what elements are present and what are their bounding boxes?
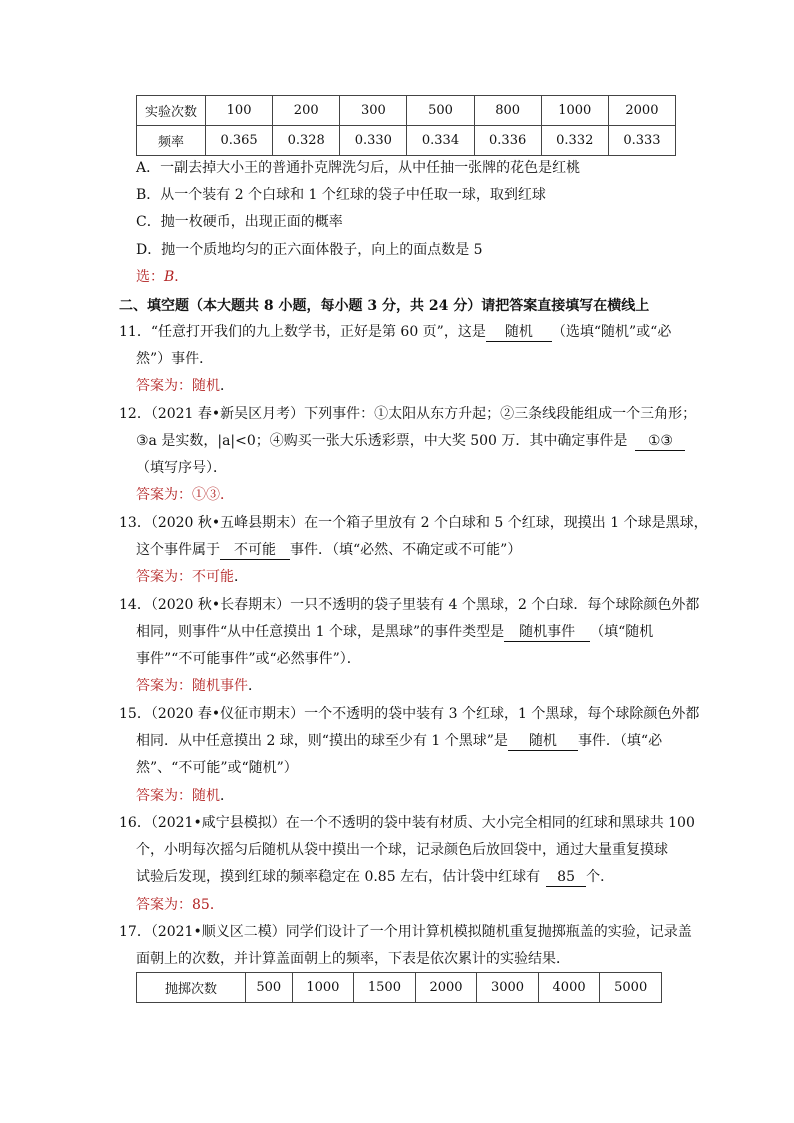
q15-blank: 随机 xyxy=(508,732,578,751)
table-cell: 0.328 xyxy=(273,126,340,156)
q12-text: ③a 是实数，|a|<0；④购买一张大乐透彩票，中大奖 500 万．其中确定事件是 xyxy=(136,433,628,449)
table-cell: 200 xyxy=(273,96,340,126)
table-cell: 0.336 xyxy=(474,126,541,156)
choice-value: B xyxy=(164,269,175,285)
q11-blank: 随机 xyxy=(486,323,552,342)
table-header-cell: 抛掷次数 xyxy=(137,973,246,1003)
q13-text-cont: 事件．（填“必然、不确定或不可能”） xyxy=(290,542,522,558)
q15-answer xyxy=(136,787,234,805)
q16-text: 试验后发现，摸到红球的频率稳定在 0.85 左右，估计袋中红球有 xyxy=(136,869,541,885)
table-cell: 0.330 xyxy=(340,126,407,156)
q14-answer xyxy=(136,677,262,695)
q11-text-cont: （选填“随机”或“必 xyxy=(551,324,672,340)
table-cell: 800 xyxy=(474,96,541,126)
q15-text: 相同．从中任意摸出 2 球，则“摸出的球至少有 1 个黑球”是 xyxy=(136,733,508,749)
q17-line2: 面朝上的次数，并计算盖面朝上的频率，下表是依次累计的实验结果． xyxy=(136,951,570,967)
table-cell: 2000 xyxy=(608,96,675,126)
q11-answer xyxy=(136,377,234,395)
answer-value: 随机 xyxy=(192,378,220,394)
q12-blank: ①③ xyxy=(635,432,685,451)
q13-line2 xyxy=(136,541,521,560)
answer-label: 答案为： xyxy=(136,569,192,585)
q14-text: 相同，则事件“从中任意摸出 1 个球，是黑球”的事件类型是 xyxy=(136,624,505,640)
answer-value: 随机事件 xyxy=(192,678,248,694)
q11-line2: 然”）事件． xyxy=(136,351,214,367)
option-d: D．抛一个质地均匀的正六面体骰子，向上的面点数是 5 xyxy=(136,242,483,258)
answer-value: 随机 xyxy=(192,788,220,804)
option-a: A．一副去掉大小王的普通扑克牌洗匀后，从中任抽一张牌的花色是红桃 xyxy=(136,160,581,176)
table-cell: 100 xyxy=(206,96,273,126)
choice-answer xyxy=(136,268,188,286)
q13-text: 这个事件属于 xyxy=(136,542,220,558)
answer-label: 答案为： xyxy=(136,897,192,913)
table-header-cell: 实验次数 xyxy=(137,96,206,126)
q14-text-cont: （填“随机 xyxy=(590,624,654,640)
q12-answer xyxy=(136,486,234,504)
table-cell: 1000 xyxy=(292,973,354,1003)
option-c: C．抛一枚硬币，出现正面的概率 xyxy=(136,214,343,230)
q12-line1: 12．（2021 春•新吴区月考）下列事件：①太阳从东方升起；②三条线段能组成一个三角形； xyxy=(119,406,697,422)
answer-value: 85 xyxy=(192,897,210,913)
q16-line1: 16．（2021•咸宁县模拟）在一个不透明的袋中装有材质、大小完全相同的红球和黑球共 100 xyxy=(119,815,695,831)
q14-line1: 14．（2020 秋•长春期末）一只不透明的袋子里装有 4 个黑球，2 个白球．每个球除颜色外都 xyxy=(119,597,700,613)
answer-end: ． xyxy=(220,788,234,804)
answer-label: 答案为： xyxy=(136,788,192,804)
q15-text-cont: 事件．（填“必 xyxy=(577,733,663,749)
table-cell: 500 xyxy=(407,96,474,126)
table-cell: 500 xyxy=(246,973,293,1003)
answer-end: ． xyxy=(234,569,248,585)
q13-blank: 不可能 xyxy=(220,541,290,560)
q16-blank: 85 xyxy=(546,868,586,887)
table-cell: 1500 xyxy=(354,973,416,1003)
table-cell: 0.365 xyxy=(206,126,273,156)
table-header-cell: 频率 xyxy=(137,126,206,156)
answer-end: ． xyxy=(220,378,234,394)
table-row xyxy=(137,96,676,126)
table-cell: 300 xyxy=(340,96,407,126)
q17-line1: 17．（2021•顺义区二模）同学们设计了一个用计算机模拟随机重复抛掷瓶盖的实验，记录盖 xyxy=(119,924,692,940)
q11-line1 xyxy=(119,323,671,342)
q14-line3: 事件”“不可能事件”或“必然事件”）． xyxy=(136,651,361,667)
table-cell: 5000 xyxy=(600,973,662,1003)
table-cell: 0.333 xyxy=(608,126,675,156)
q16-line2: 个，小明每次摇匀后随机从袋中摸出一个球，记录颜色后放回袋中，通过大量重复摸球 xyxy=(136,842,668,858)
table-cell: 0.332 xyxy=(541,126,608,156)
q14-line2 xyxy=(136,623,653,642)
q11-text: 11．“任意打开我们的九上数学书，正好是第 60 页”，这是 xyxy=(119,324,486,340)
table-cell: 2000 xyxy=(415,973,477,1003)
option-b: B．从一个装有 2 个白球和 1 个红球的袋子中任取一球，取到红球 xyxy=(136,187,546,203)
choice-end: ． xyxy=(174,269,189,285)
q12-line2 xyxy=(136,432,685,451)
toss-table xyxy=(136,972,662,1003)
answer-label: 答案为： xyxy=(136,378,192,394)
answer-value: ①③ xyxy=(192,487,220,503)
section-heading: 二、填空题（本大题共 8 小题，每小题 3 分，共 24 分）请把答案直接填写在横线上 xyxy=(119,298,650,314)
answer-end: ． xyxy=(209,897,224,913)
q16-line3 xyxy=(136,868,614,887)
table-cell: 4000 xyxy=(538,973,600,1003)
answer-end: ． xyxy=(220,487,234,503)
q15-line1: 15．（2020 春•仪征市期末）一个不透明的袋中装有 3 个红球，1 个黑球，每个球除颜色外都 xyxy=(119,706,700,722)
q15-line3: 然”、“不可能”或“随机”） xyxy=(136,760,298,776)
q13-line1: 13．（2020 秋•五峰县期末）在一个箱子里放有 2 个白球和 5 个红球，现摸出 1 个球是黑球， xyxy=(119,515,708,531)
table-cell: 1000 xyxy=(541,96,608,126)
frequency-table xyxy=(136,95,676,156)
answer-end: ． xyxy=(248,678,262,694)
answer-value: 不可能 xyxy=(192,569,234,585)
q13-answer xyxy=(136,568,248,586)
table-row xyxy=(137,126,676,156)
q12-line3: （填写序号）． xyxy=(136,460,227,476)
answer-label: 答案为： xyxy=(136,678,192,694)
answer-label: 答案为： xyxy=(136,487,192,503)
table-row xyxy=(137,973,662,1003)
q15-line2 xyxy=(136,732,662,751)
choice-label: 选： xyxy=(136,269,164,285)
table-cell: 0.334 xyxy=(407,126,474,156)
q16-text-cont: 个． xyxy=(586,869,615,885)
q16-answer xyxy=(136,896,224,914)
table-cell: 3000 xyxy=(477,973,539,1003)
q14-blank: 随机事件 xyxy=(504,623,590,642)
